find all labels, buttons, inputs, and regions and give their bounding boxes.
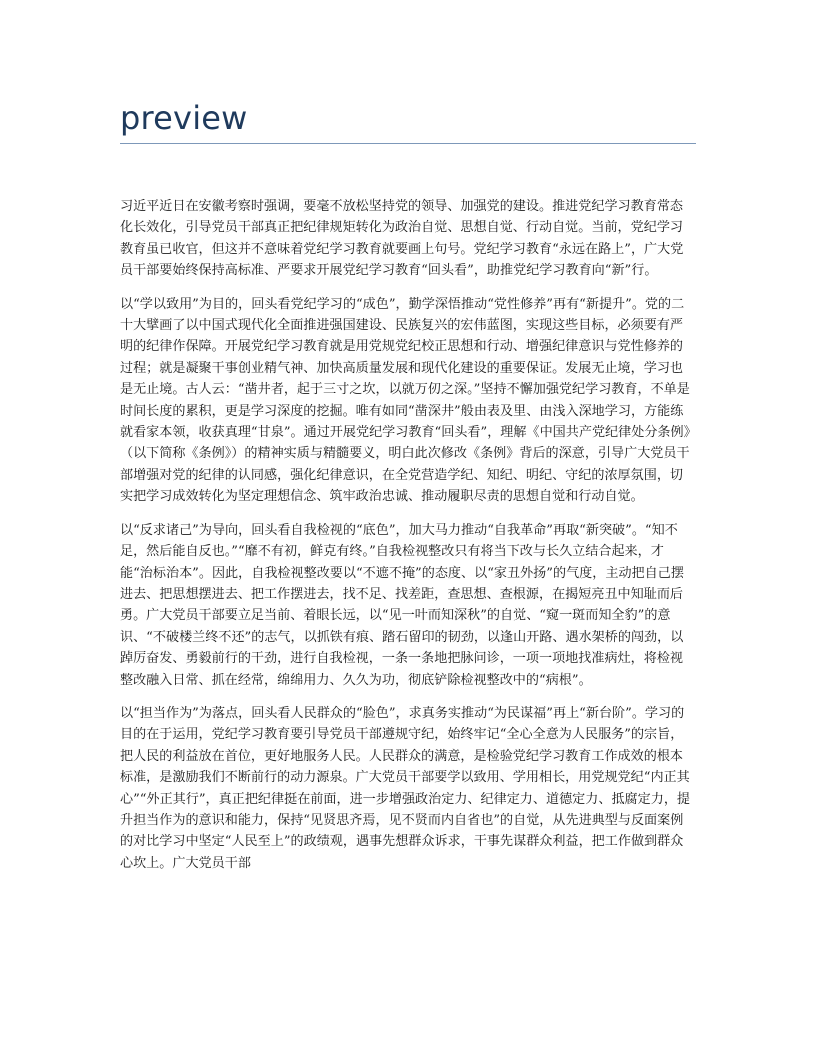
title-underline: [120, 143, 696, 144]
paragraph-4: 以“担当作为”为落点，回头看人民群众的“脸色”，求真务实推动“为民谋福”再上“新台阶”。学习的目的在于运用，党纪学习教育要引导党员干部遵规守纪，始终牢记“全心全意为人民服务”的宗旨，把人民的利益放在首位，更好地服务人民。人民群众的满意，是检验党纪学习教育工作成效的根本标准，是激励我们不断前行的动力源泉。广大党员干部要学以致用、学用相长，用党规党纪“内正其心”“外正其行”，真正把纪律挺在前面，进一步增强政治定力、纪律定力、道德定力、抵腐定力，提升担当作为的意识和能力，保持“见贤思齐焉，见不贤而内自省也”的自觉，从先进典型与反面案例的对比学习中坚定“人民至上”的政绩观，遇事先想群众诉求，干事先谋群众利益，把工作做到群众心坎上。广大党员干部: [120, 705, 691, 871]
page-title: preview: [120, 99, 248, 137]
paragraph-2: 以“学以致用”为目的，回头看党纪学习的“成色”，勤学深悟推动“党性修养”再有“新提升”。党的二十大擘画了以中国式现代化全面推进强国建设、民族复兴的宏伟蓝图，实现这些目标，必须要有严明的纪律作保障。开展党纪学习教育就是用党规党纪校正思想和行动、增强纪律意识与党性修养的过程；就是凝聚干事创业精气神、加快高质量发展和现代化建设的重要保证。发展无止境，学习也是无止境。古人云：“凿井者，起于三寸之坎，以就万仞之深。”坚持不懈加强党纪学习教育，不单是时间长度的累积，更是学习深度的挖掘。唯有如同“凿深井”般由表及里、由浅入深地学习，方能练就看家本领，收获真理“甘泉”。通过开展党纪学习教育“回头看”，理解《中国共产党纪律处分条例》（以下简称《条例》）的精神实质与精髓要义，明白此次修改《条例》背后的深意，引导广大党员干部增强对党的纪律的认同感，强化纪律意识，在全党营造学纪、知纪、明纪、守纪的浓厚氛围，切实把学习成效转化为坚定理想信念、筑牢政治忠诚、推动履职尽责的思想自觉和行动自觉。: [120, 296, 691, 505]
document-body: [120, 196, 696, 886]
paragraph-1: 习近平近日在安徽考察时强调，要毫不放松坚持党的领导、加强党的建设。推进党纪学习教育常态化长效化，引导党员干部真正把纪律规矩转化为政治自觉、思想自觉、行动自觉。当前，党纪学习教育虽已收官，但这并不意味着党纪学习教育就要画上句号。党纪学习教育“永远在路上”，广大党员干部要始终保持高标准、严要求开展党纪学习教育“回头看”，助推党纪学习教育向“新”行。: [120, 199, 684, 279]
paragraph-3: 以“反求诸己”为导向，回头看自我检视的“底色”，加大马力推动“自我革命”再取“新突破”。“知不足，然后能自反也。”“靡不有初，鲜克有终。”自我检视整改只有将当下改与长久立结合起来，才能“治标治本”。因此，自我检视整改要以“不遮不掩”的态度、以“家丑外扬”的气度，主动把自己摆进去、把思想摆进去、把工作摆进去，找不足、找差距，查思想、查根源，在揭短亮丑中知耻而后勇。广大党员干部要立足当前、着眼长远，以“见一叶而知深秋”的自觉、“窥一斑而知全豹”的意识、“不破楼兰终不还”的志气，以抓铁有痕、踏石留印的韧劲，以逢山开路、遇水架桥的闯劲，以踔厉奋发、勇毅前行的干劲，进行自我检视，一条一条地把脉问诊，一项一项地找准病灶，将检视整改融入日常、抓在经常，绵绵用力、久久为功，彻底铲除检视整改中的“病根”。: [120, 522, 684, 688]
